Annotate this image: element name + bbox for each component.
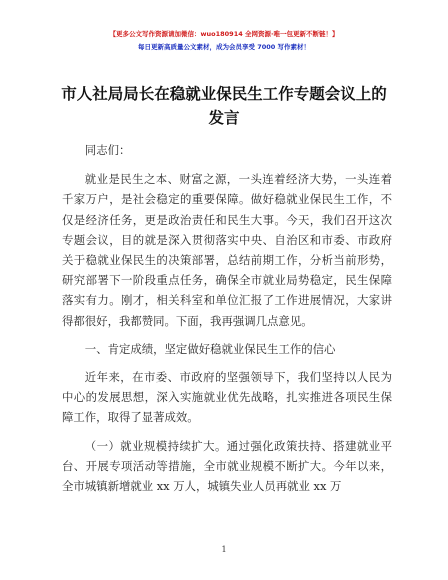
document-title: 市人社局局长在稳就业保民生工作专题会议上的发言 bbox=[61, 85, 387, 127]
body-paragraph: 就业是民生之本、财富之源，一头连着经济大势，一头连着千家万户，是社会稳定的重要保障。做好稳就业保民生工作，不仅是经济任务，更是政治责任和民生大事。今天，我们召开这次专题会议，目的就是深入贯彻落实中央、自治区和市委、市政府关于稳就业保民生的决策部署，总结前期工作，分析当前形势，研究部署下一阶段重点任务，确保全市就业局势稳定，民生保障落实有力。刚才，相关科室和单位汇报了工作进展情况，大家讲得都很好，我都赞同。下面，我再强调几点意见。 bbox=[62, 172, 392, 328]
banner-promo-line: 【更多公文写作资源请加微信：wuo180914 全网资源·唯一包更新不断链！】 bbox=[109, 30, 339, 38]
header-banner bbox=[0, 28, 448, 54]
salutation: 同志们： bbox=[84, 143, 131, 157]
body-paragraph: （一）就业规模持续扩大。通过强化政策扶持、搭建就业平台、开展专项活动等措施，全市就业规模不断扩大。今年以来，全市城镇新增就业 xx 万人，城镇失业人员再就业 xx 万 bbox=[62, 438, 392, 494]
banner-membership-line: 每日更新高质量公文素材，成为会员享受 7000 写作素材！ bbox=[137, 43, 311, 51]
body-paragraph: 近年来，在市委、市政府的坚强领导下，我们坚持以人民为中心的发展思想，深入实施就业优先战略，扎实推进各项民生保障工作，取得了显著成效。 bbox=[62, 370, 392, 425]
section-heading: 一、肯定成绩，坚定做好稳就业保民生工作的信心 bbox=[84, 341, 336, 356]
page-number: 1 bbox=[221, 545, 227, 554]
document-body bbox=[62, 140, 392, 504]
